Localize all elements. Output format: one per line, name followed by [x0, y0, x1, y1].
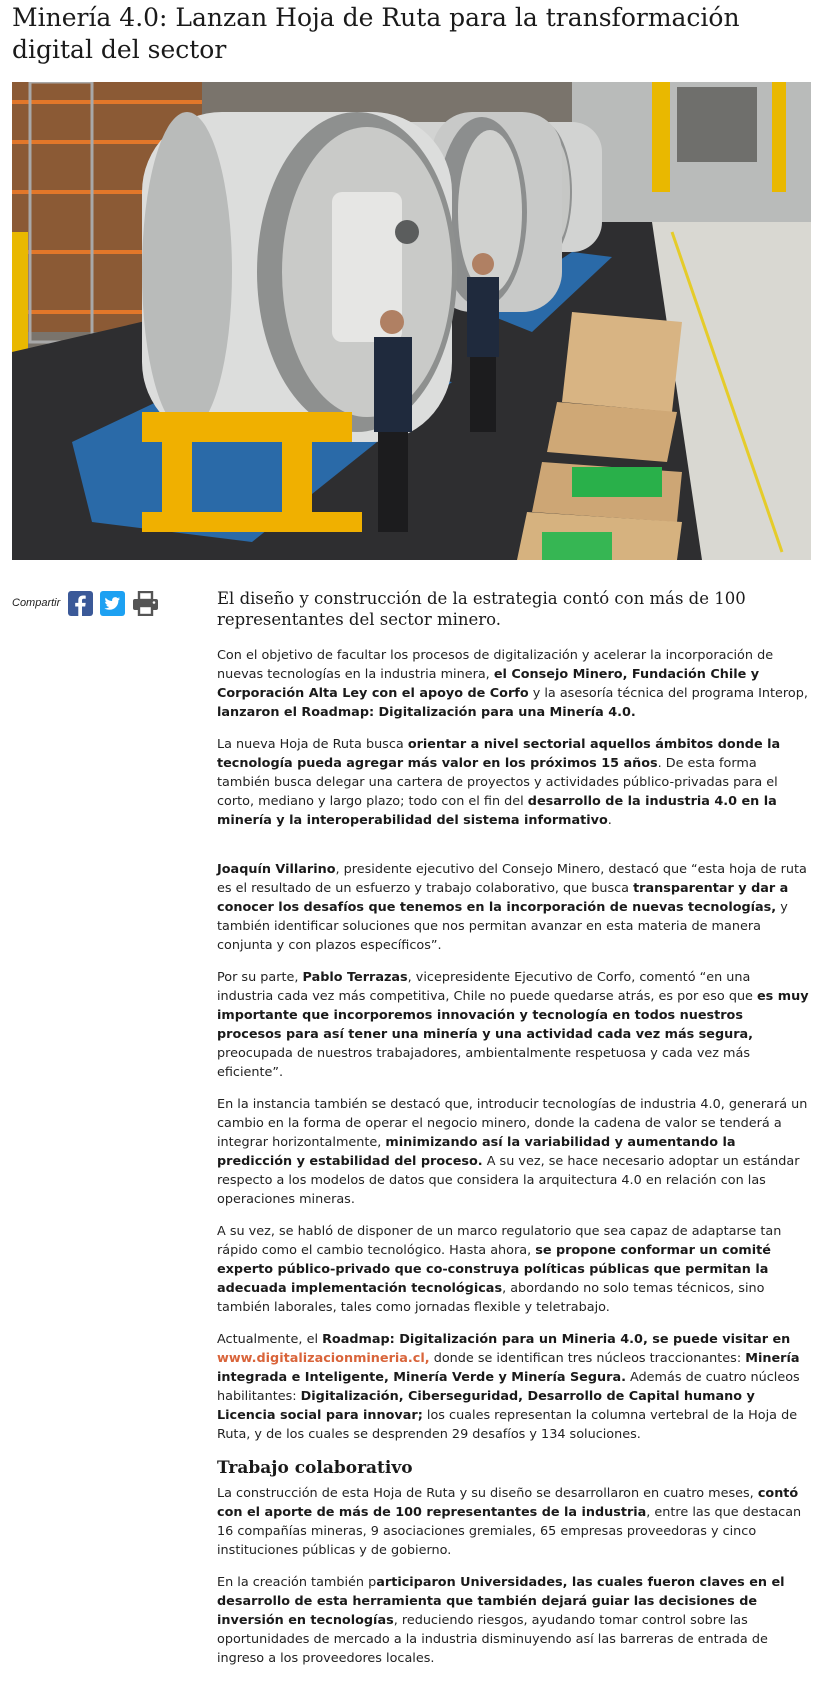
- paragraph-9: En la creación también participaron Universidades, las cuales fueron claves en el desarrollo de esta herramienta que también dejará guiar las decisiones de inversión en tecnologías, reduciendo riesgos, ayudando tomar control sobre las oportunidades de mercado a la industria disminuyendo así las barreras de entrada de ingreso a los proveedores locales.: [217, 1575, 785, 1666]
- paragraph-5: En la instancia también se destacó que, introducir tecnologías de industria 4.0, generará un cambio en la forma de operar el negocio minero, donde la cadena de valor se tenderá a integrar horizontalmente, minimizando así la variabilidad y aumentando la predicción y estabilidad del proceso. A su vez, se hace necesario adoptar un estándar respecto a los modelos de datos que considera la arquitectura 4.0 en relación con las operaciones mineras.: [217, 1097, 808, 1207]
- paragraph-3: Joaquín Villarino, presidente ejecutivo del Consejo Minero, destacó que “esta hoja de ruta es el resultado de un esfuerzo y trabajo colaborativo, que busca transparentar y dar a conocer los desafíos que tenemos en la incorporación de nuevas tecnologías, y también identificar soluciones que nos permitan avanzar en esta materia de manera conjunta y con plazos específicos”.: [217, 862, 807, 953]
- paragraph-7: Actualmente, el Roadmap: Digitalización para un Mineria 4.0, se puede visitar en www.digitalizacionmineria.cl, donde se identifican tres núcleos traccionantes: Minería integrada e Inteligente, Minería Verde y Minería Segura. Además de cuatro núcleos habilitantes: Digitalización, Ciberseguridad, Desarrollo de Capital humano y Licencia social para innovar; los cuales representan la columna vertebral de la Hoja de Ruta, y de los cuales se desprenden 29 desafíos y 134 soluciones.: [217, 1332, 800, 1442]
- print-icon[interactable]: [132, 591, 157, 616]
- roadmap-link[interactable]: www.digitalizacionmineria.cl,: [217, 1351, 430, 1366]
- share-label: Compartir: [12, 597, 61, 609]
- article-deck: El diseño y construcción de la estrategia contó con más de 100 representantes del sector minero.: [217, 589, 746, 629]
- paragraph-8: La construcción de esta Hoja de Ruta y su diseño se desarrollaron en cuatro meses, contó con el aporte de más de 100 representantes de la industria, entre las que destacan 16 compañías mineras, 9 asociaciones gremiales, 65 empresas proveedoras y cinco instituciones públicas y de gobierno.: [217, 1486, 802, 1558]
- paragraph-1: Con el objetivo de facultar los procesos de digitalización y acelerar la incorporación de nuevas tecnologías en la industria minera, el Consejo Minero, Fundación Chile y Corporación Alta Ley con el apoyo de Corfo y la asesoría técnica del programa Interop, lanzaron el Roadmap: Digitalización para una Minería 4.0.: [217, 648, 808, 720]
- paragraph-2: La nueva Hoja de Ruta busca orientar a nivel sectorial aquellos ámbitos donde la tecnología pueda agregar más valor en los próximos 15 años. De esta forma también busca delegar una cartera de proyectos y actividades público-privadas para el corto, mediano y largo plazo; todo con el fin del desarrollo de la industria 4.0 en la minería y la interoperabilidad del sistema informativo.: [217, 737, 781, 828]
- facebook-icon[interactable]: [68, 591, 93, 616]
- share-bar: [12, 590, 164, 616]
- paragraph-6: A su vez, se habló de disponer de un marco regulatorio que sea capaz de adaptarse tan rápido como el cambio tecnológico. Hasta ahora, se propone conformar un comité experto público-privado que co-construya políticas públicas que permitan la adecuada implementación tecnológicas, abordando no solo temas técnicos, sino también laborales, tales como jornadas flexible y teletrabajo.: [217, 1224, 782, 1315]
- section-heading: Trabajo colaborativo: [217, 1458, 413, 1478]
- article-body: [217, 646, 809, 1681]
- hero-image: [12, 82, 811, 560]
- article-title: Minería 4.0: Lanzan Hoja de Ruta para la transformación digital del sector: [12, 3, 740, 64]
- paragraph-4: Por su parte, Pablo Terrazas, vicepresidente Ejecutivo de Corfo, comentó “en una industria cada vez más competitiva, Chile no puede quedarse atrás, es por eso que es muy importante que incorporemos innovación y tecnología en todos nuestros procesos para así tener una minería y una actividad cada vez más segura, preocupada de nuestros trabajadores, ambientalmente respetuosa y cada vez más eficiente”.: [217, 970, 809, 1080]
- twitter-icon[interactable]: [100, 591, 125, 616]
